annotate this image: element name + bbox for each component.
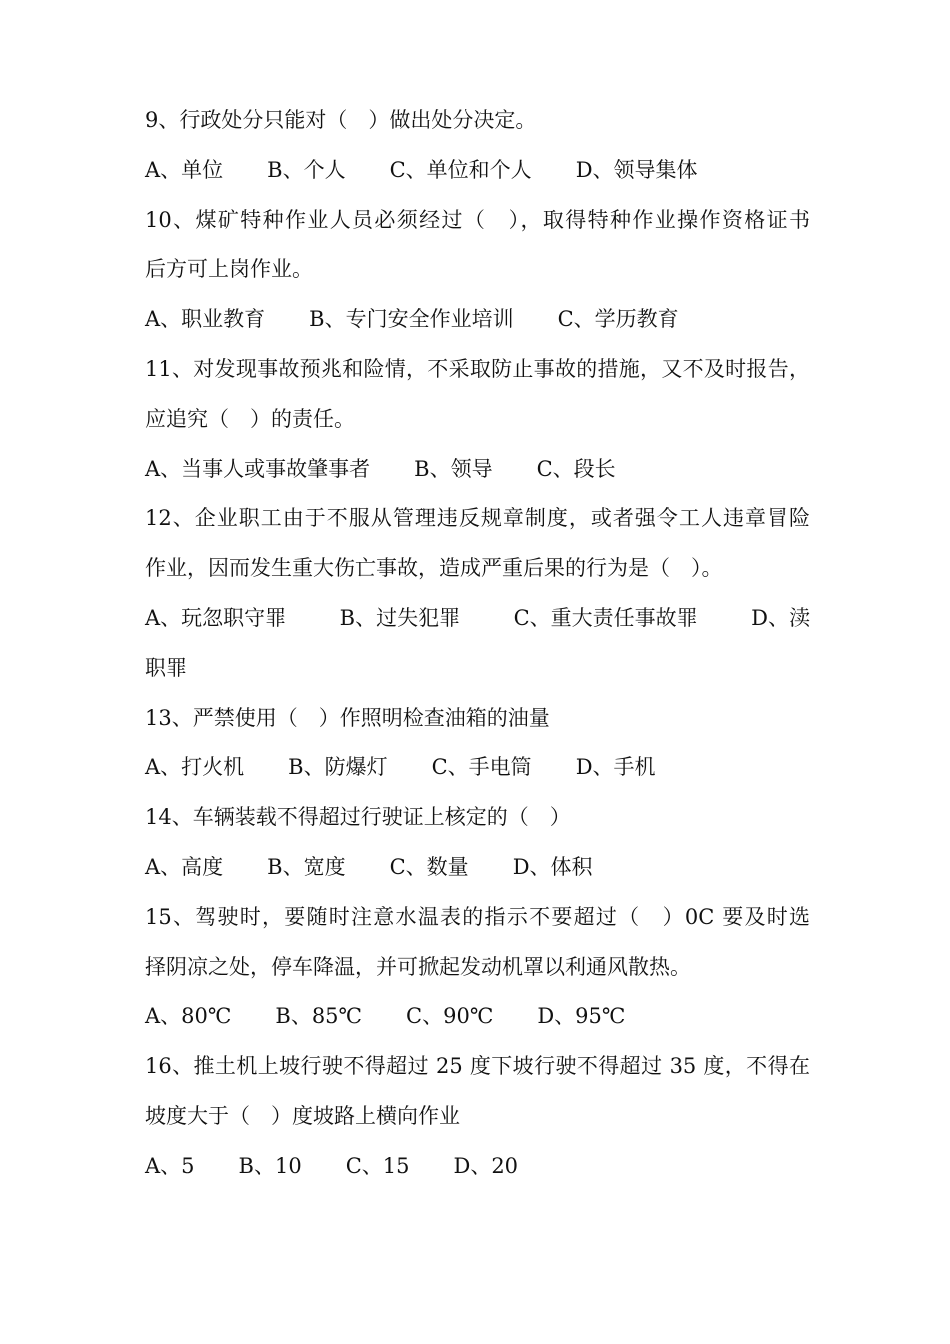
option-b: B、防爆灯 <box>288 755 388 780</box>
question-14-options <box>145 843 810 893</box>
question-14-text: 14、车辆装载不得超过行驶证上核定的（ ） <box>145 805 571 830</box>
question-15-options <box>145 992 810 1042</box>
option-a: A、职业教育 <box>145 307 266 332</box>
option-b: B、过失犯罪 <box>339 605 461 630</box>
option-a: A、高度 <box>145 854 224 879</box>
option-a: A、当事人或事故肇事者 <box>145 456 371 481</box>
question-9-options <box>145 146 810 196</box>
question-16-text-line-1: 16、推土机上坡行驶不得超过 25 度下坡行驶不得超过 35 度，不得在 <box>145 1054 810 1079</box>
option-b: B、领导 <box>414 456 493 481</box>
option-c: C、重大责任事故罪 <box>513 605 698 630</box>
option-a: A、单位 <box>145 157 224 182</box>
question-10-options <box>145 295 810 345</box>
option-a: A、5 <box>145 1153 195 1178</box>
question-10-text-line-1: 10、煤矿特种作业人员必须经过（ ），取得特种作业操作资格证书 <box>145 207 810 232</box>
question-11-text-line-2: 应追究（ ）的责任。 <box>145 406 355 431</box>
option-d: D、渎 <box>751 605 810 630</box>
option-c: C、90℃ <box>406 1004 494 1029</box>
question-15-text-line-2: 择阴凉之处，停车降温，并可掀起发动机罩以利通风散热。 <box>145 954 691 979</box>
option-c: C、手电筒 <box>431 755 532 780</box>
question-12-text-line-1: 12、企业职工由于不服从管理违反规章制度，或者强令工人违章冒险 <box>145 506 810 531</box>
option-a: A、打火机 <box>145 755 245 780</box>
question-16-options <box>145 1142 810 1192</box>
question-15-text-line-1: 15、驾驶时，要随时注意水温表的指示不要超过（ ）0C 要及时选 <box>145 904 810 929</box>
option-b: B、专门安全作业培训 <box>309 307 514 332</box>
question-16-text-line-2: 坡度大于（ ）度坡路上横向作业 <box>145 1103 460 1128</box>
option-d: D、领导集体 <box>575 157 698 182</box>
option-b: B、个人 <box>267 157 346 182</box>
question-12-text-line-2: 作业，因而发生重大伤亡事故，造成严重后果的行为是（ ）。 <box>145 556 723 581</box>
question-12-option-continuation: 职罪 <box>145 655 187 680</box>
question-9-text: 9、行政处分只能对（ ）做出处分决定。 <box>145 108 537 132</box>
option-b: B、宽度 <box>267 854 346 879</box>
question-12-options <box>145 594 810 644</box>
option-c: C、单位和个人 <box>389 157 532 182</box>
option-c: C、段长 <box>536 456 616 481</box>
option-c: C、15 <box>345 1153 410 1178</box>
option-b: B、85℃ <box>275 1004 363 1029</box>
option-b: B、10 <box>238 1153 302 1178</box>
option-d: D、体积 <box>512 854 593 879</box>
option-a: A、80℃ <box>145 1004 232 1029</box>
question-13-text: 13、严禁使用（ ）作照明检查油箱的油量 <box>145 705 550 730</box>
option-d: D、手机 <box>575 755 656 780</box>
option-d: D、95℃ <box>537 1004 626 1029</box>
question-11-text-line-1: 11、对发现事故预兆和险情，不采取防止事故的措施，又不及时报告， <box>145 356 810 381</box>
option-a: A、玩忽职守罪 <box>145 605 287 630</box>
question-list <box>145 96 810 1192</box>
question-11-options <box>145 445 810 495</box>
question-13-options <box>145 743 810 793</box>
question-10-text-line-2: 后方可上岗作业。 <box>145 257 313 282</box>
option-c: C、数量 <box>389 854 469 879</box>
option-c: C、学历教育 <box>557 307 679 332</box>
option-d: D、20 <box>453 1153 519 1178</box>
